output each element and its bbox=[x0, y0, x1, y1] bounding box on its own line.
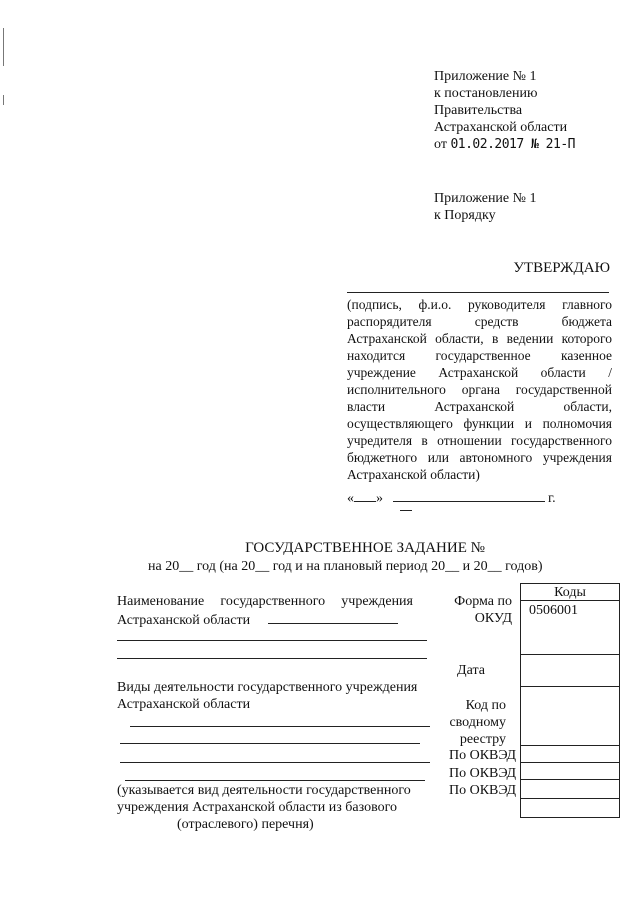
signature-line bbox=[347, 292, 609, 293]
activity-label bbox=[117, 679, 437, 713]
margin-mark bbox=[3, 28, 4, 66]
margin-mark bbox=[3, 95, 4, 105]
appendix-line: к постановлению bbox=[434, 86, 538, 101]
activity-note-line: (указывается вид деятельности государственного bbox=[117, 783, 411, 798]
appendix-order-block bbox=[434, 190, 634, 224]
appendix-line: Правительства bbox=[434, 103, 523, 118]
codes-header: Коды bbox=[554, 585, 586, 600]
activity-note-line: (отраслевого) перечня) bbox=[177, 817, 314, 832]
okved-code-cell-1 bbox=[520, 745, 620, 763]
month-year-blank bbox=[393, 488, 545, 502]
okud-value: 0506001 bbox=[529, 603, 578, 618]
okved-code-cell-2 bbox=[520, 762, 620, 780]
registry-label-line: сводному bbox=[449, 715, 506, 730]
appendix-line: Астраханской области bbox=[434, 120, 568, 135]
appendix-line: Приложение № 1 bbox=[434, 69, 537, 84]
institution-name-blank-line bbox=[117, 640, 427, 641]
date-prefix: от bbox=[434, 137, 447, 152]
institution-name-label bbox=[117, 593, 413, 610]
registry-label bbox=[430, 697, 506, 748]
institution-region: Астраханской области bbox=[117, 613, 251, 628]
institution-region-line bbox=[117, 610, 417, 629]
quote-open: « bbox=[347, 491, 354, 506]
task-period: на 20__ год (на 20__ год и на плановый период 20__ и 20__ годов) bbox=[148, 559, 543, 574]
activity-note-line: учреждения Астраханской области из базового bbox=[117, 800, 397, 815]
resolution-date-stamp: 01.02.2017 № 21-П bbox=[450, 137, 575, 152]
okud-label bbox=[430, 593, 512, 627]
divider-dash bbox=[400, 510, 412, 511]
institution-name-text: Наименование государственного учреждения bbox=[117, 594, 413, 609]
institution-name-blank-line bbox=[117, 658, 427, 659]
okved-label-2: По ОКВЭД bbox=[448, 766, 516, 781]
registry-label-line: Код по bbox=[465, 698, 506, 713]
activity-blank-line bbox=[130, 726, 430, 727]
okud-label-line: Форма по bbox=[454, 594, 512, 609]
okved-label-1: По ОКВЭД bbox=[448, 748, 516, 763]
institution-name-blank bbox=[268, 610, 398, 624]
registry-code-cell bbox=[520, 686, 620, 746]
signature-note: (подпись, ф.и.о. руководителя главного распорядителя средств бюджета Астраханской области, в ведении которого находится государственное казенное учреждение Астраханской области /исполнительного органа государственной власти Астраханской области, осуществляющего функции и полномочия учредителя в отношении государственного бюджетного или автономного учреждения Астраханской области) bbox=[347, 297, 612, 482]
quote-close: » bbox=[376, 491, 383, 506]
appendix-resolution-block bbox=[434, 68, 634, 153]
okved-code-cell-3 bbox=[520, 779, 620, 799]
okud-label-line: ОКУД bbox=[474, 611, 512, 626]
day-blank bbox=[354, 488, 376, 502]
appendix-date-line bbox=[434, 136, 634, 153]
activity-label-line: Астраханской области bbox=[117, 697, 251, 712]
year-suffix: г. bbox=[548, 491, 556, 506]
appendix-line: к Порядку bbox=[434, 208, 496, 223]
okved-label-3: По ОКВЭД bbox=[448, 783, 516, 798]
date-code-cell bbox=[520, 654, 620, 687]
codes-header-cell bbox=[520, 583, 620, 601]
activity-note bbox=[117, 782, 447, 833]
okved-code-cell-4 bbox=[520, 798, 620, 818]
activity-blank-line bbox=[125, 780, 425, 781]
activity-blank-line bbox=[120, 743, 420, 744]
registry-label-line: реестру bbox=[459, 732, 506, 747]
approval-date-line bbox=[347, 488, 612, 507]
approval-title: УТВЕРЖДАЮ bbox=[513, 260, 610, 276]
activity-blank-line bbox=[120, 762, 430, 763]
activity-label-line: Виды деятельности государственного учреждения bbox=[117, 680, 418, 695]
date-label: Дата bbox=[457, 663, 485, 678]
okud-code-cell bbox=[520, 600, 620, 655]
appendix-line: Приложение № 1 bbox=[434, 191, 537, 206]
task-title: ГОСУДАРСТВЕННОЕ ЗАДАНИЕ № bbox=[245, 540, 485, 556]
